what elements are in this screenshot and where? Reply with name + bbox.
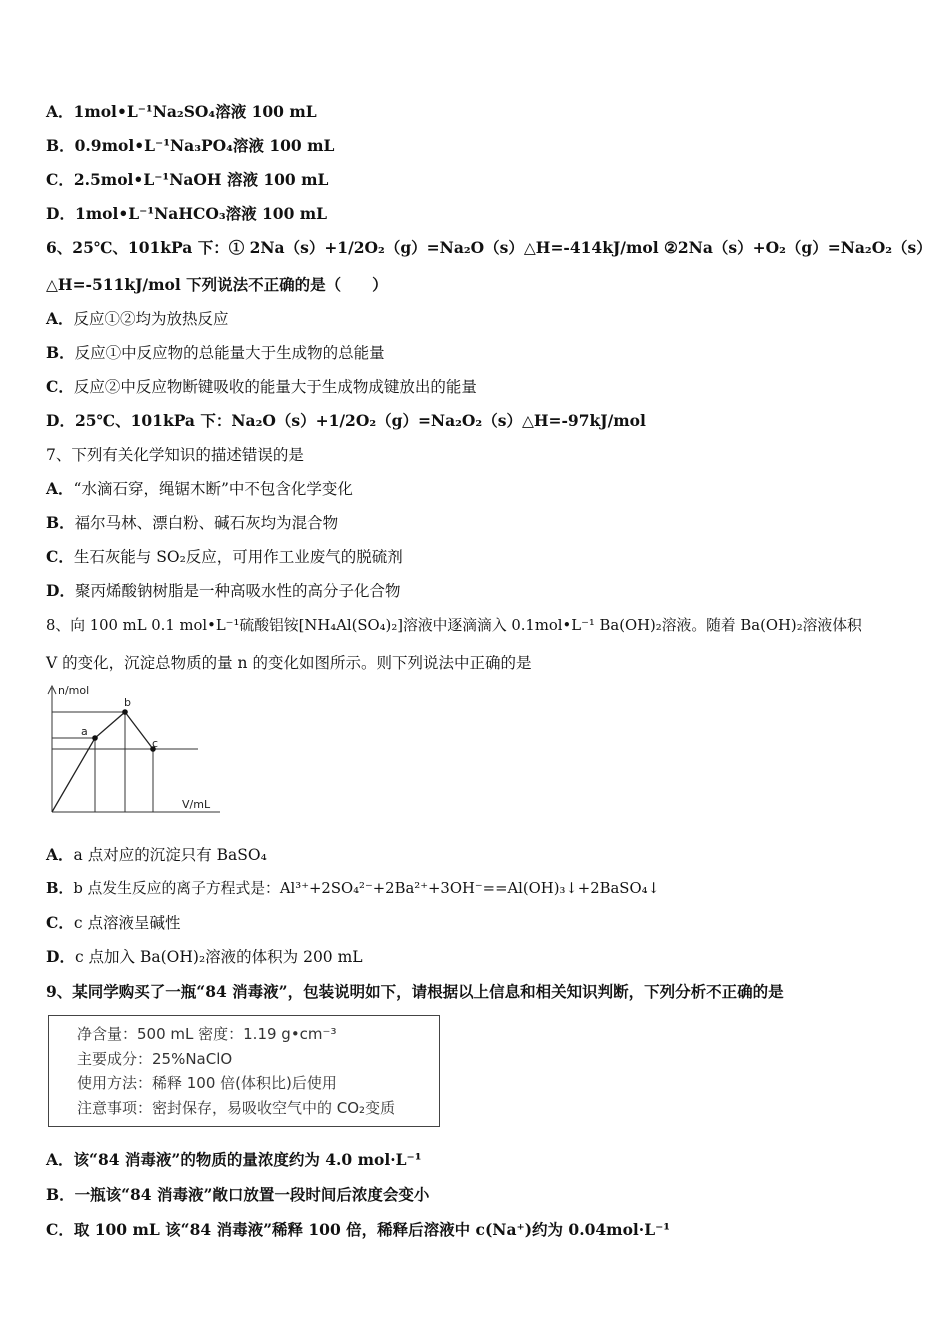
q6-option-a: A．反应①②均为放热反应 <box>46 309 229 328</box>
q5-option-a: A．1mol•L⁻¹Na₂SO₄溶液 100 mL <box>46 102 317 121</box>
q7-option-d: D．聚丙烯酸钠树脂是一种高吸水性的高分子化合物 <box>46 581 401 600</box>
q6-option-c: C．反应②中反应物断键吸收的能量大于生成物成键放出的能量 <box>46 377 477 396</box>
label-b: b <box>124 696 131 709</box>
q9-option-c: C．取 100 mL 该“84 消毒液”稀释 100 倍，稀释后溶液中 c(Na⁺)约为 0.04mol·L⁻¹ <box>46 1220 671 1239</box>
q7-option-b: B．福尔马林、漂白粉、碱石灰均为混合物 <box>46 513 339 532</box>
q9-stem: 9、某同学购买了一瓶“84 消毒液”，包装说明如下，请根据以上信息和相关知识判断，下列分析不正确的是 <box>46 982 784 1001</box>
q9-option-a: A．该“84 消毒液”的物质的量浓度约为 4.0 mol·L⁻¹ <box>46 1150 422 1169</box>
q5-option-d: D．1mol•L⁻¹NaHCO₃溶液 100 mL <box>46 204 328 223</box>
x-axis-label: V/mL <box>182 798 211 811</box>
q8-option-d: D．c 点加入 Ba(OH)₂溶液的体积为 200 mL <box>46 947 363 966</box>
curve-line <box>52 712 153 812</box>
q7-option-c: C．生石灰能与 SO₂反应，可用作工业废气的脱硫剂 <box>46 547 403 566</box>
q8-option-b: B．b 点发生反应的离子方程式是：Al³⁺+2SO₄²⁻+2Ba²⁺+3OH⁻==Al(OH)₃↓+2BaSO₄↓ <box>46 880 660 897</box>
q5-option-b: B．0.9mol•L⁻¹Na₃PO₄溶液 100 mL <box>46 136 335 155</box>
q8-option-c: C．c 点溶液呈碱性 <box>46 913 181 932</box>
q9-label-box <box>48 1015 440 1127</box>
q6-stem-line1: 6、25℃、101kPa 下：① 2Na（s）+1/2O₂（g）=Na₂O（s）△H=-414kJ/mol ②2Na（s）+O₂（g）=Na₂O₂（s） <box>46 238 932 257</box>
y-axis-label: n/mol <box>58 684 90 697</box>
q6-option-b: B．反应①中反应物的总能量大于生成物的总能量 <box>46 343 385 362</box>
q7-option-a: A．“水滴石穿，绳锯木断”中不包含化学变化 <box>46 479 353 498</box>
point-a <box>92 735 98 741</box>
q8-option-a: A．a 点对应的沉淀只有 BaSO₄ <box>46 845 267 864</box>
q8-stem-line2: V 的变化，沉淀总物质的量 n 的变化如图所示。则下列说法中正确的是 <box>46 654 532 672</box>
label-line-2: 主要成分：25%NaClO <box>77 1049 233 1068</box>
q6-option-d: D．25℃、101kPa 下：Na₂O（s）+1/2O₂（g）=Na₂O₂（s）△H=-97kJ/mol <box>46 411 646 430</box>
label-line-3: 使用方法：稀释 100 倍(体积比)后使用 <box>77 1074 337 1092</box>
point-b <box>122 709 128 715</box>
q8-graph <box>40 680 220 820</box>
label-c: c <box>152 737 159 750</box>
label-a: a <box>81 725 88 738</box>
q9-option-b: B．一瓶该“84 消毒液”敞口放置一段时间后浓度会变小 <box>46 1185 430 1204</box>
label-line-1: 净含量：500 mL 密度：1.19 g•cm⁻³ <box>77 1025 337 1043</box>
q6-stem-line2: △H=-511kJ/mol 下列说法不正确的是（ ） <box>46 275 388 294</box>
q5-option-c: C．2.5mol•L⁻¹NaOH 溶液 100 mL <box>46 170 329 189</box>
q7-stem: 7、下列有关化学知识的描述错误的是 <box>46 446 304 464</box>
label-line-4: 注意事项：密封保存，易吸收空气中的 CO₂变质 <box>77 1098 396 1117</box>
q8-stem-line1: 8、向 100 mL 0.1 mol•L⁻¹硫酸铝铵[NH₄Al(SO₄)₂]溶液中逐滴滴入 0.1mol•L⁻¹ Ba(OH)₂溶液。随着 Ba(OH)₂溶液体积 <box>46 617 862 634</box>
